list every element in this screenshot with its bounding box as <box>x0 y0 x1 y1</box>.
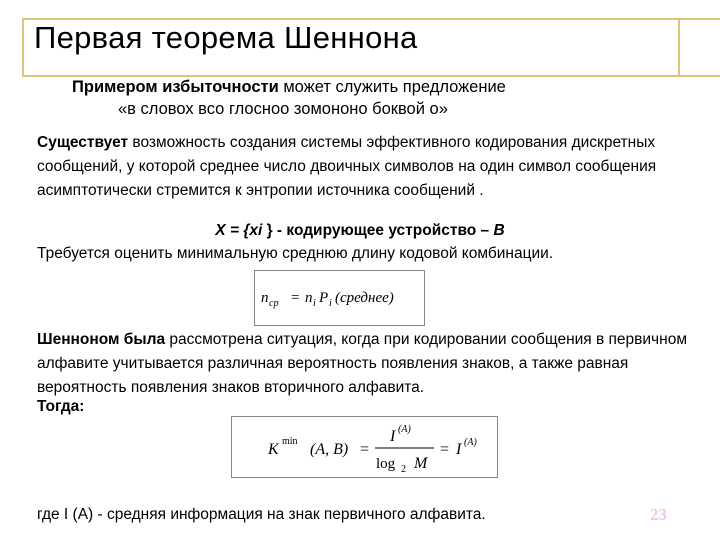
paragraph-shannon-bold: Шенноном была <box>37 331 166 348</box>
coder-rest: } - кодирующее устройство – <box>262 222 494 239</box>
coder-b: B <box>493 222 505 239</box>
title-frame-left <box>22 18 24 76</box>
intro-bold: Примером избыточности <box>72 78 279 96</box>
coder-line <box>0 222 720 240</box>
slide-title: Первая теорема Шеннона <box>34 20 418 55</box>
formula2-num: I <box>390 428 396 445</box>
intro-rest: может служить предложение <box>278 78 506 96</box>
formula1-n-sub: ср <box>269 298 279 309</box>
formula-k-min <box>231 416 498 478</box>
formula1-paren: (среднее) <box>335 290 394 306</box>
formula-average-length <box>254 270 425 326</box>
formula2-den-m: M <box>414 455 428 472</box>
formula1-n: n <box>261 290 269 306</box>
formula2-eq1: = <box>360 441 370 458</box>
paragraph-existence-bold: Существует <box>37 134 129 151</box>
title-frame-right <box>678 18 680 76</box>
page-number: 23 <box>650 505 667 524</box>
formula2-rhs-sup: (A) <box>464 437 477 448</box>
formula2-den-log: log <box>376 456 396 472</box>
then-label-text: Тогда: <box>37 398 85 415</box>
formula1-pi: P <box>319 290 329 306</box>
formula2-num-sup: (A) <box>398 424 411 435</box>
intro-quote: «в словох всо глосноо зомононо боквой о» <box>118 100 448 118</box>
paragraph-shannon-text: рассмотрена ситуация, когда при кодировании сообщения в первичном алфавите учитывается различная вероятность появления знаков, а также равная вероятность появления знаков вторичного алфавита. <box>37 331 687 396</box>
paragraph-existence-text: возможность создания системы эффективного кодирования дискретных сообщений, у которой среднее число двоичных символов на один символ сообщения асимптотически стремится к энтропии источника сообщений . <box>37 134 657 199</box>
title-rule <box>22 75 720 77</box>
formula1-eq: = <box>291 290 300 306</box>
formula2-eq2: = <box>440 441 450 458</box>
intro-line <box>72 78 506 97</box>
formula1-ni: n <box>305 290 313 306</box>
formula2-args: (A, B) <box>310 441 349 458</box>
coder-x: X = { <box>215 222 250 239</box>
paragraph-existence <box>37 131 707 203</box>
footnote: где I (A) - средняя информация на знак первичного алфавита. <box>37 506 486 523</box>
formula1-ni-sub: i <box>313 298 316 309</box>
coder-xi: xi <box>249 222 263 239</box>
formula2-den-sub: 2 <box>401 464 406 475</box>
paragraph-shannon <box>37 328 707 400</box>
formula2-rhs: I <box>456 441 462 458</box>
formula2-k: K <box>268 441 279 458</box>
requirement-text: Требуется оценить минимальную среднюю длину кодовой комбинации. <box>37 245 554 262</box>
formula1-pi-sub: i <box>329 298 332 309</box>
formula2-k-sup: min <box>282 436 298 447</box>
